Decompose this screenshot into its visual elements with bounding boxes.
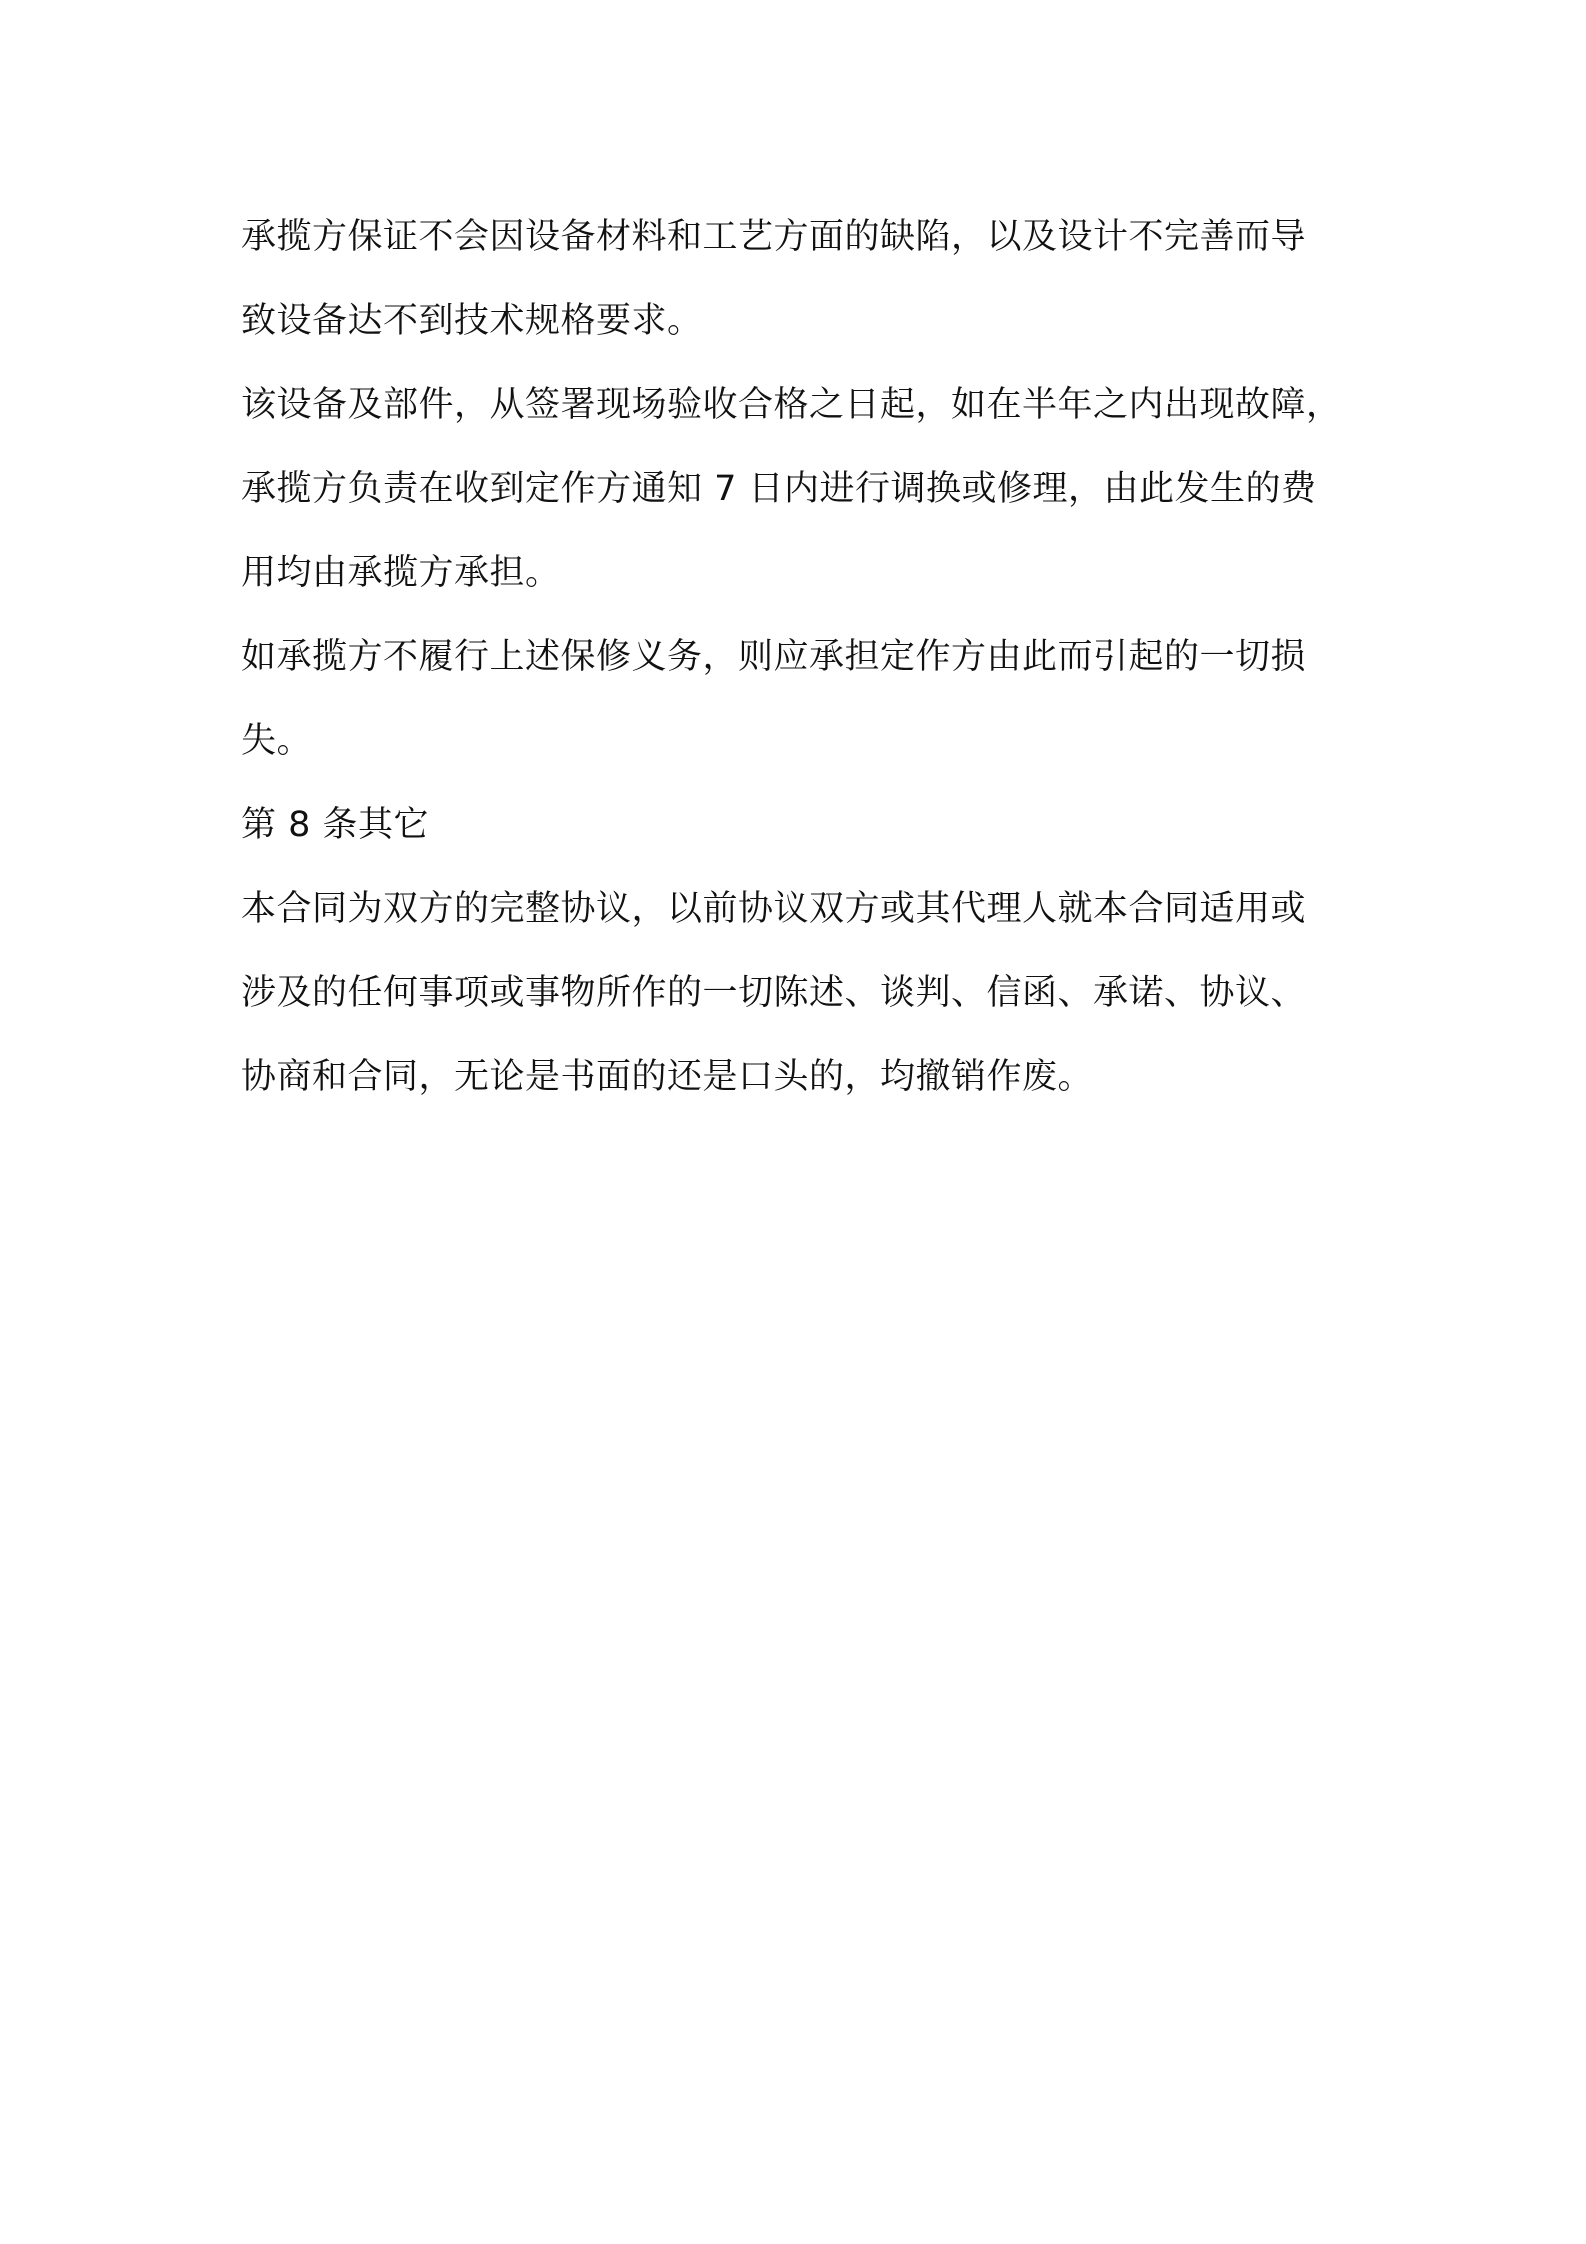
text-line: 失。: [241, 721, 313, 761]
text-line: 致设备达不到技术规格要求。: [241, 301, 703, 341]
text-line: 涉及的任何事项或事物所作的一切陈述、谈判、信函、承诺、协议、: [241, 973, 1307, 1013]
section-heading: 第 8 条其它: [241, 805, 430, 845]
text-line: 该设备及部件，从签署现场验收合格之日起，如在半年之内出现故障，: [241, 385, 1342, 425]
text-line: 协商和合同，无论是书面的还是口头的，均撤销作废。: [241, 1057, 1094, 1097]
article-8-heading: [241, 783, 1361, 867]
paragraph-warranty-period: [241, 363, 1361, 615]
paragraph-warranty-guarantee: [241, 195, 1361, 363]
text-line: 承揽方保证不会因设备材料和工艺方面的缺陷，以及设计不完善而导: [241, 217, 1307, 257]
document-body: [241, 195, 1361, 1119]
text-line: 本合同为双方的完整协议，以前协议双方或其代理人就本合同适用或: [241, 889, 1307, 929]
paragraph-entire-agreement: [241, 867, 1361, 1119]
text-line: 用均由承揽方承担。: [241, 553, 561, 593]
paragraph-warranty-liability: [241, 615, 1361, 783]
text-line: 承揽方负责在收到定作方通知 7 日内进行调换或修理，由此发生的费: [241, 469, 1317, 509]
text-line: 如承揽方不履行上述保修义务，则应承担定作方由此而引起的一切损: [241, 637, 1307, 677]
